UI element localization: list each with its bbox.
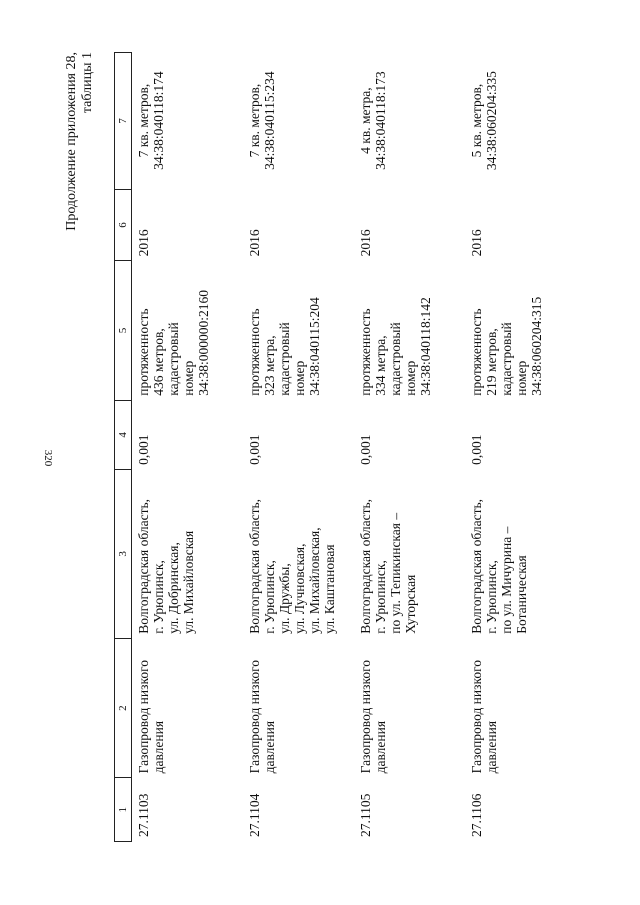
header-col-6: 6 — [115, 189, 132, 261]
object-address: Волгоградская область, г. Урюпинск, по ул. Мичурина – Ботаническая — [465, 469, 576, 638]
object-value: 0,001 — [243, 400, 354, 469]
object-address: Волгоградская область, г. Урюпинск, ул. Добринская, ул. Михайловская — [132, 469, 244, 638]
header-col-1: 1 — [115, 778, 132, 842]
object-name: Газопровод низкого давления — [243, 638, 354, 778]
object-value: 0,001 — [354, 400, 465, 469]
caption-line-2: таблицы 1 — [80, 52, 95, 114]
object-value: 0,001 — [132, 400, 244, 469]
table-row — [132, 53, 244, 842]
object-description: протяженность 436 метров, кадастровый номер 34:38:000000:2160 — [132, 261, 244, 400]
row-number: 27.1106 — [465, 778, 576, 842]
object-year: 2016 — [465, 189, 576, 261]
header-col-4: 4 — [115, 400, 132, 469]
object-description: протяженность 334 метра, кадастровый номер 34:38:040118:142 — [354, 261, 465, 400]
object-description: протяженность 219 метров, кадастровый номер 34:38:060204:315 — [465, 261, 576, 400]
table-caption — [64, 52, 96, 231]
land-info: 7 кв. метров, 34:38:040118:174 — [132, 53, 244, 190]
row-number: 27.1104 — [243, 778, 354, 842]
header-row — [115, 53, 132, 842]
object-year: 2016 — [132, 189, 244, 261]
table-row — [465, 53, 576, 842]
object-description: протяженность 323 метра, кадастровый номер 34:38:040115:204 — [243, 261, 354, 400]
header-col-3: 3 — [115, 469, 132, 638]
object-address: Волгоградская область, г. Урюпинск, ул. Дружбы, ул. Лучновская, ул. Михайловская, ул. Каштановая — [243, 469, 354, 638]
header-col-2: 2 — [115, 638, 132, 778]
row-number: 27.1103 — [132, 778, 244, 842]
page-number: 320 — [42, 449, 54, 467]
object-year: 2016 — [354, 189, 465, 261]
object-name: Газопровод низкого давления — [132, 638, 244, 778]
table-row — [354, 53, 465, 842]
land-info: 4 кв. метра, 34:38:040118:173 — [354, 53, 465, 190]
header-col-5: 5 — [115, 261, 132, 400]
land-info: 5 кв. метров, 34:38:060204:335 — [465, 53, 576, 190]
table-row — [243, 53, 354, 842]
row-number: 27.1105 — [354, 778, 465, 842]
land-info: 7 кв. метров, 34:38:040115:234 — [243, 53, 354, 190]
object-name: Газопровод низкого давления — [354, 638, 465, 778]
object-value: 0,001 — [465, 400, 576, 469]
object-address: Волгоградская область, г. Урюпинск, по ул. Тепикинская – Хуторская — [354, 469, 465, 638]
caption-line-1: Продолжение приложения 28, — [64, 52, 79, 231]
object-year: 2016 — [243, 189, 354, 261]
data-table — [114, 52, 576, 842]
rotated-sheet — [64, 52, 584, 842]
header-col-7: 7 — [115, 53, 132, 190]
object-name: Газопровод низкого давления — [465, 638, 576, 778]
